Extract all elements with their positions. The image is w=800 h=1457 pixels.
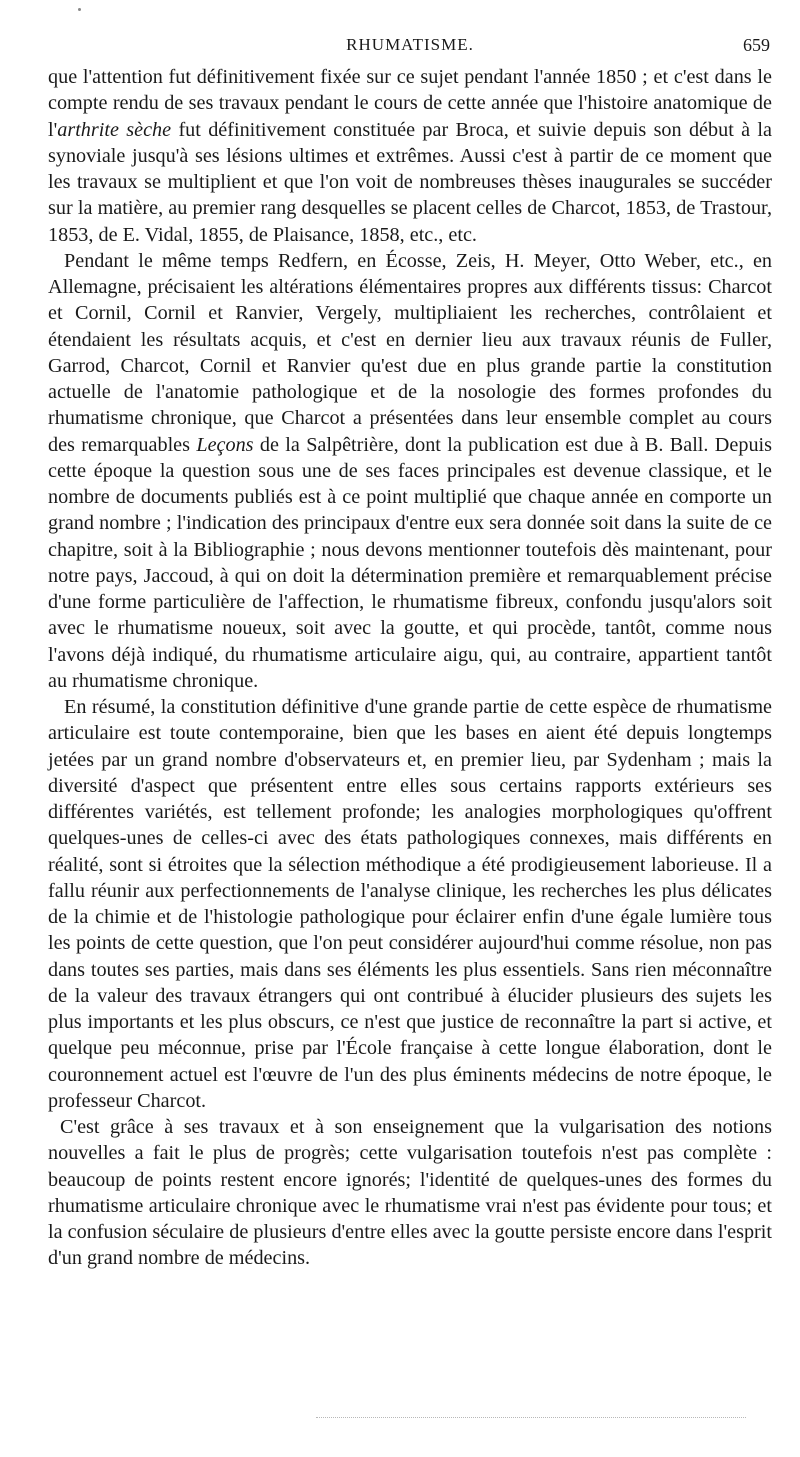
bottom-rule bbox=[316, 1417, 746, 1418]
paragraph-4 bbox=[48, 1114, 772, 1272]
page-number: 659 bbox=[743, 35, 770, 55]
text-run: En résumé, la constitution définitive d'une grande partie de cette espèce de rhumatisme articulaire est toute contemporaine, bien que les bases en aient été depuis longtemps jetées par un grand nombre d'observateurs et, en premier lieu, par Sydenham ; mais la diversité d'aspect que présentent entre elles sous certains rapports extérieurs ses différentes variétés, est tellement profonde; les analogies morphologiques qu'offrent quelques-unes de celles-ci avec des états pathologiques connexes, mais différents en réalité, sont si étroites que la sélection méthodique a été prodigieusement laborieuse. Il a fallu réunir aux perfectionnements de l'analyse clinique, les recherches les plus délicates de la chimie et de l'histologie pathologique pour éclairer enfin d'une égale lumière tous les points de cette question, que l'on peut considérer aujourd'hui comme résolue, non pas dans toutes ses parties, mais dans ses éléments les plus essentiels. Sans rien méconnaître de la valeur des travaux étrangers qui ont contribué à élucider plusieurs des sujets les plus importants et les plus obscurs, ce n'est que justice de reconnaître la part si active, et quelque peu méconnue, prise par l'École française à cette longue élaboration, dont le couronnement actuel est l'œuvre de l'un des plus éminents médecins de notre époque, le professeur Charcot. bbox=[48, 696, 772, 1112]
text-run: Pendant le même temps Redfern, en Écosse, Zeis, H. Meyer, Otto Weber, etc., en Allemagne, précisaient les altérations élémentaires propres aux différents tissus: Charcot et Cornil, Cornil et Ranvier, Vergely, multipliaient les recherches, contrôlaient et étendaient les résultats acquis, et c'est en dernier lieu aux travaux réunis de Fuller, Garrod, Charcot, Cornil et Ranvier qu'est due en plus grande partie la constitution actuelle de l'anatomie pathologique et de la nosologie des formes profondes du rhumatisme chronique, que Charcot a présentées dans leur ensemble complet au cours des remarquables bbox=[48, 249, 772, 456]
italic-term: arthrite sèche bbox=[57, 118, 172, 141]
running-head bbox=[50, 30, 770, 60]
text-run: que l'attention fut définitivement fixée sur ce sujet pendant l'année 1850 ; et c'est dans le compte rendu de ses travaux pendant le cours de cette année que l'histoire anatomique de l' bbox=[48, 66, 772, 141]
running-title: RHUMATISME. bbox=[346, 35, 474, 54]
text-run: fut définitivement constituée par Broca, et suivie depuis son début à la synoviale jusqu'à ses lésions ultimes et extrêmes. Aussi c'est à partir de ce moment que les travaux se multiplient et que l'on voit de nombreuses thèses inaugurales se succéder sur la matière, au premier rang desquelles se placent celles de Charcot, 1853, de Trastour, 1853, de E. Vidal, 1855, de Plaisance, 1858, etc., etc. bbox=[48, 118, 772, 246]
paragraph-1 bbox=[48, 64, 772, 248]
body-text bbox=[48, 64, 772, 1272]
text-run: de la Salpêtrière, dont la publication est due à B. Ball. Depuis cette époque la question sous une de ses faces principales est devenue classique, et le nombre de documents publiés est à ce point multiplié que chaque année en comporte un grand nombre ; l'indication des principaux d'entre eux sera donnée soit dans la suite de ce chapitre, soit à la Bibliographie ; nous devons mentionner toutefois dès maintenant, pour notre pays, Jaccoud, à qui on doit la détermination première et remarquablement précise d'une forme particulière de l'affection, le rhumatisme fibreux, confondu jusqu'alors soit avec le rhumatisme noueux, soit avec la goutte, et qui procède, tantôt, comme nous l'avons déjà indiqué, du rhumatisme articulaire aigu, qui, au contraire, appartient tantôt au rhumatisme chronique. bbox=[48, 433, 772, 692]
text-run: C'est grâce à ses travaux et à son enseignement que la vulgarisation des notions nouvelles a fait le plus de progrès; cette vulgarisation toutefois n'est pas complète : beaucoup de points restent encore ignorés; l'identité de quelques-unes des formes du rhumatisme articulaire chronique avec le rhumatisme vrai n'est pas évidente pour tous; et la confusion séculaire de plusieurs d'entre elles avec la goutte persiste encore dans l'esprit d'un grand nombre de médecins. bbox=[48, 1116, 772, 1270]
italic-term: Leçons bbox=[196, 433, 254, 456]
paragraph-3 bbox=[48, 694, 772, 1114]
ink-speck bbox=[78, 8, 81, 11]
paragraph-2 bbox=[48, 248, 772, 694]
